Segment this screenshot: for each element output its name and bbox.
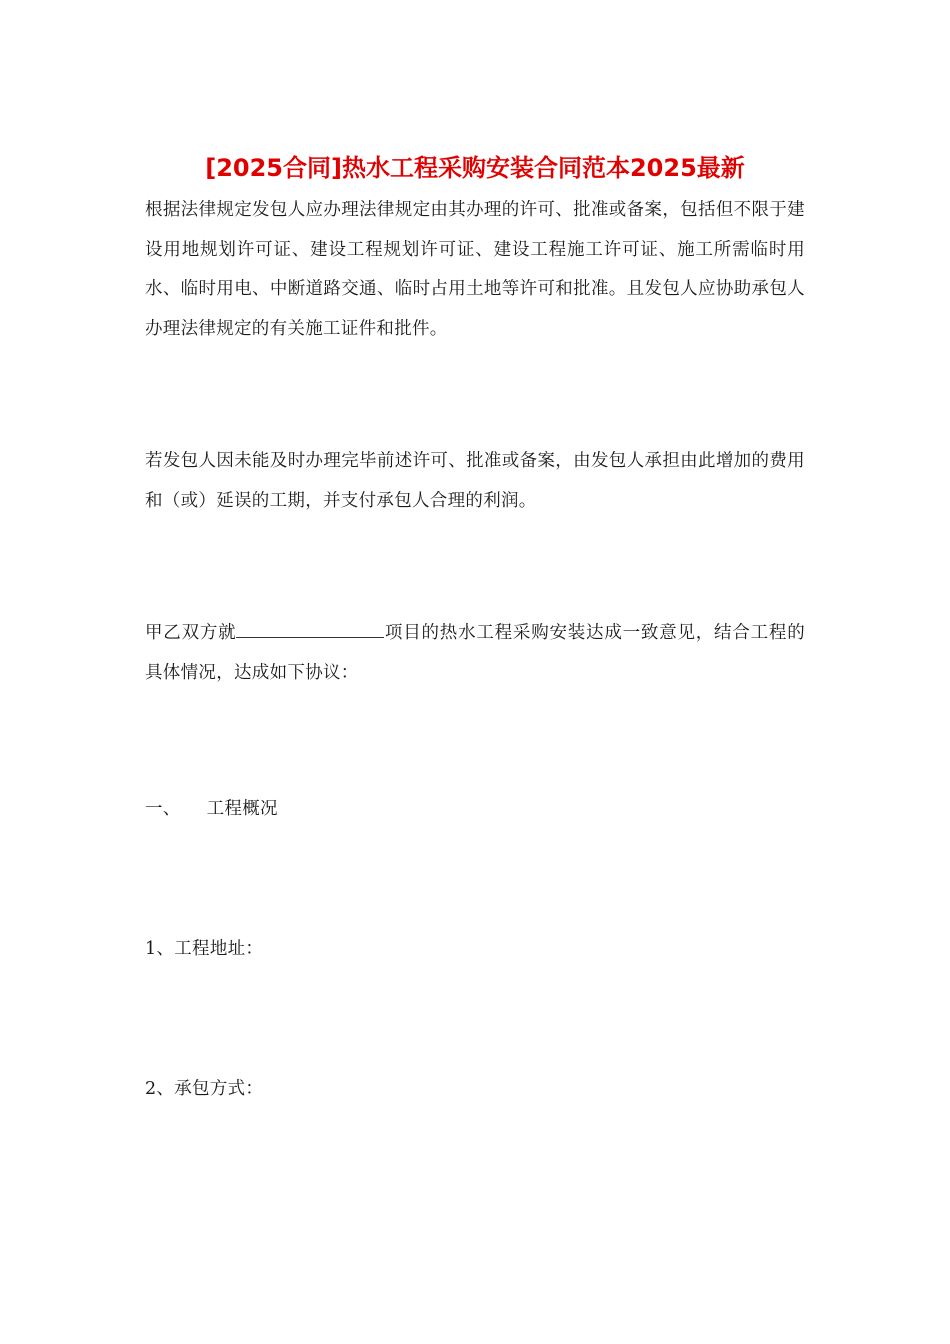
document-title: [2025合同]热水工程采购安装合同范本2025最新 [205, 154, 745, 182]
agreement-text-before: 甲乙双方就 [145, 623, 237, 643]
section-heading-text: 工程概况 [206, 799, 278, 819]
section-heading-overview [145, 790, 805, 830]
item-project-address: 1、工程地址： [145, 939, 264, 959]
project-name-blank [236, 619, 384, 638]
agreement-text-after: 项目的热水工程采购安装达成一致意见，结合工程的具体情况，达成如下协议： [145, 623, 806, 683]
paragraph-agreement [145, 614, 805, 693]
item-contract-method: 2、承包方式： [145, 1079, 264, 1099]
paragraph-liability: 若发包人因未能及时办理完毕前述许可、批准或备案，由发包人承担由此增加的费用和（或）延误的工期，并支付承包人合理的利润。 [145, 451, 805, 511]
section-number: 一、 [145, 799, 181, 819]
paragraph-permits: 根据法律规定发包人应办理法律规定由其办理的许可、批准或备案，包括但不限于建设用地规划许可证、建设工程规划许可证、建设工程施工许可证、施工所需临时用水、临时用电、中断道路交通、临时占用土地等许可和批准。且发包人应协助承包人办理法律规定的有关施工证件和批件。 [145, 200, 805, 339]
